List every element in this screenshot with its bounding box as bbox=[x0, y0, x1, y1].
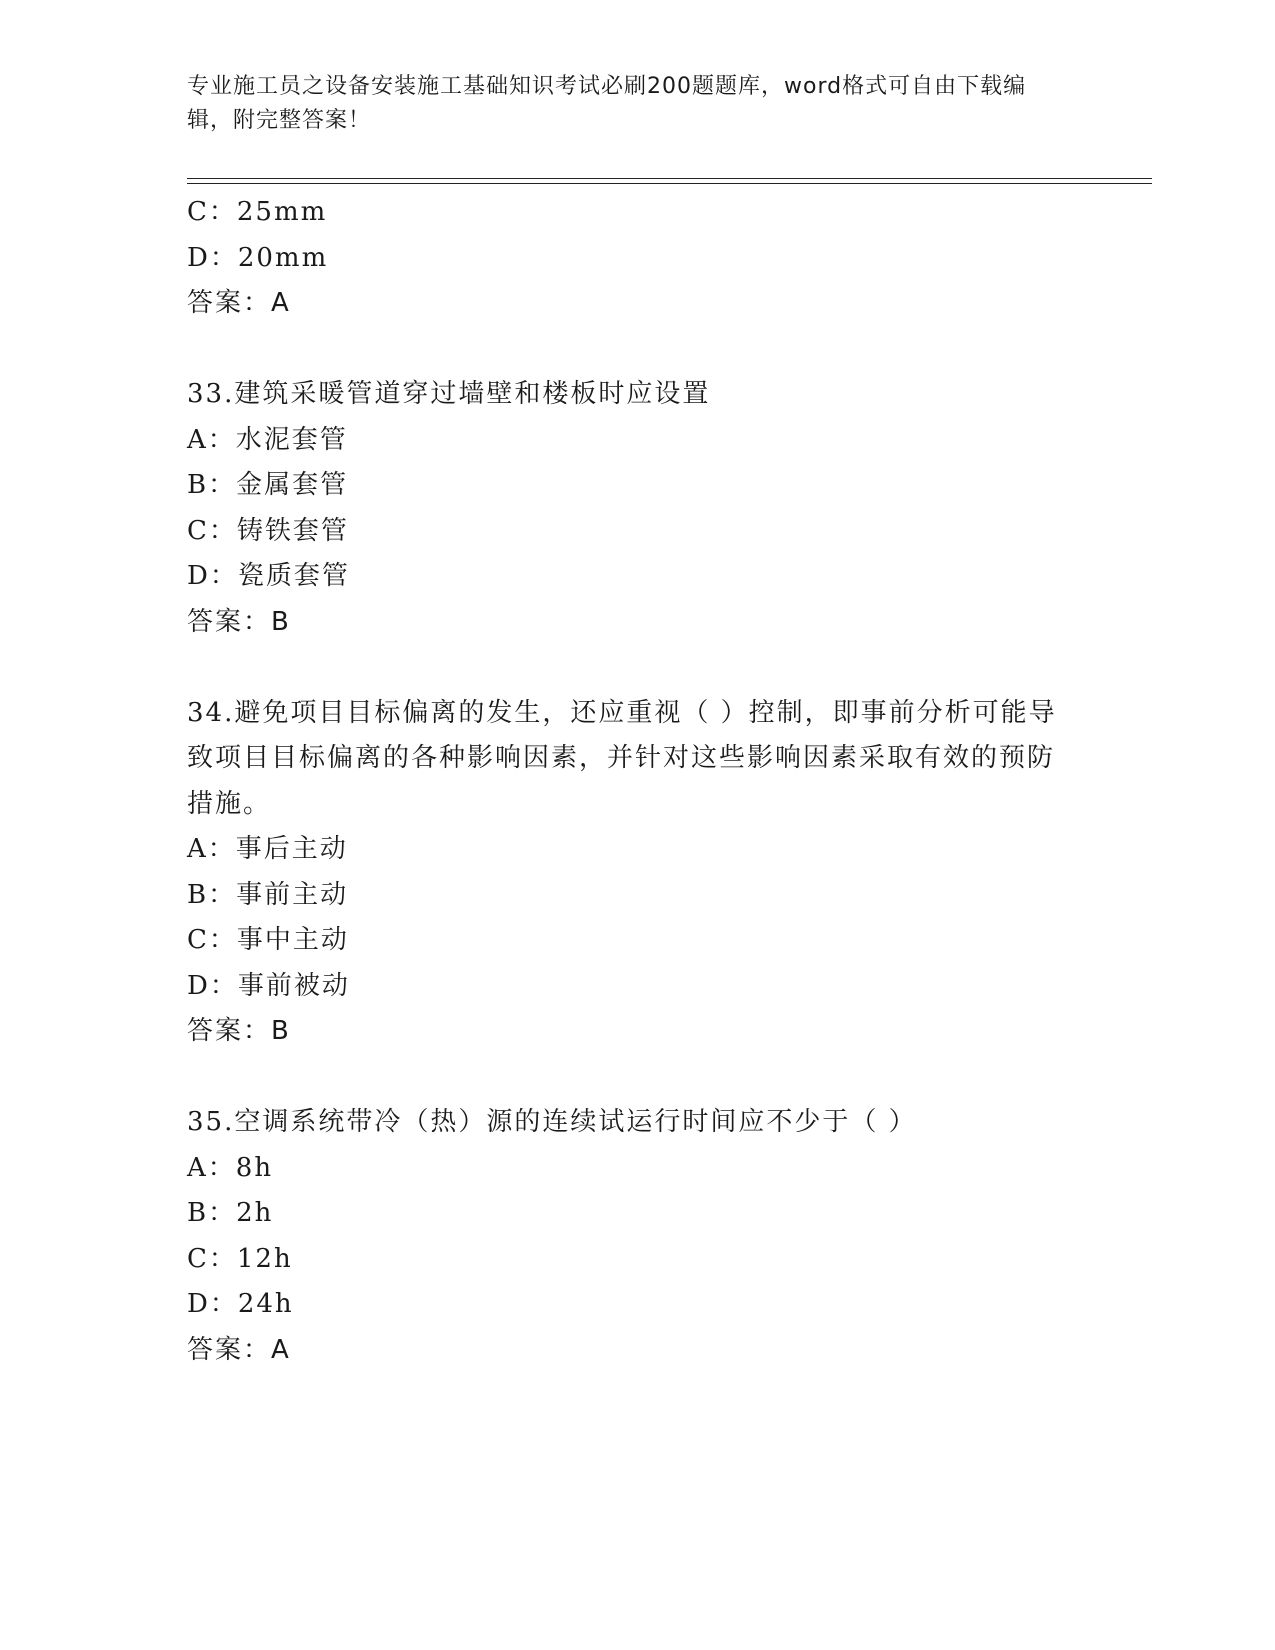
question-stem: 34.避免项目目标偏离的发生，还应重视（ ）控制，即事前分析可能导致项目目标偏离的各种影响因素，并针对这些影响因素采取有效的预防措施。 bbox=[187, 697, 1057, 819]
option-b: B：2h bbox=[187, 1198, 274, 1228]
document-header: 专业施工员之设备安装施工基础知识考试必刷200题题库，word格式可自由下载编辑，附完整答案！ bbox=[187, 74, 1027, 133]
option-d: D：事前被动 bbox=[187, 970, 350, 1001]
answer-line: 答案：B bbox=[187, 1016, 291, 1046]
answer-line: 答案：B bbox=[187, 606, 291, 637]
header-divider-bottom bbox=[187, 183, 1152, 184]
question-block bbox=[187, 1100, 1067, 1373]
option-d: D：20mm bbox=[187, 242, 329, 273]
option-c: C：铸铁套管 bbox=[187, 515, 349, 546]
option-d: D：24h bbox=[187, 1289, 294, 1319]
option-c: C：12h bbox=[187, 1243, 293, 1274]
option-a: A：事后主动 bbox=[187, 834, 348, 864]
answer-line: 答案：A bbox=[187, 288, 291, 318]
option-c: C：事中主动 bbox=[187, 925, 349, 955]
header-divider-top bbox=[187, 178, 1152, 179]
spacer bbox=[187, 645, 1067, 691]
option-c: C：25mm bbox=[187, 197, 328, 227]
option-a: A：8h bbox=[187, 1152, 274, 1183]
spacer bbox=[187, 1055, 1067, 1101]
question-stem: 33.建筑采暖管道穿过墙壁和楼板时应设置 bbox=[187, 379, 711, 409]
option-b: B：事前主动 bbox=[187, 879, 349, 910]
option-d: D：瓷质套管 bbox=[187, 561, 350, 591]
question-content bbox=[187, 190, 1067, 1373]
question-stem: 35.空调系统带冷（热）源的连续试运行时间应不少于（ ） bbox=[187, 1107, 917, 1137]
option-a: A：水泥套管 bbox=[187, 424, 348, 455]
answer-line: 答案：A bbox=[187, 1334, 291, 1365]
question-block bbox=[187, 372, 1067, 645]
option-b: B：金属套管 bbox=[187, 470, 349, 500]
question-block bbox=[187, 691, 1067, 1055]
spacer bbox=[187, 327, 1067, 373]
question-block bbox=[187, 190, 1067, 327]
